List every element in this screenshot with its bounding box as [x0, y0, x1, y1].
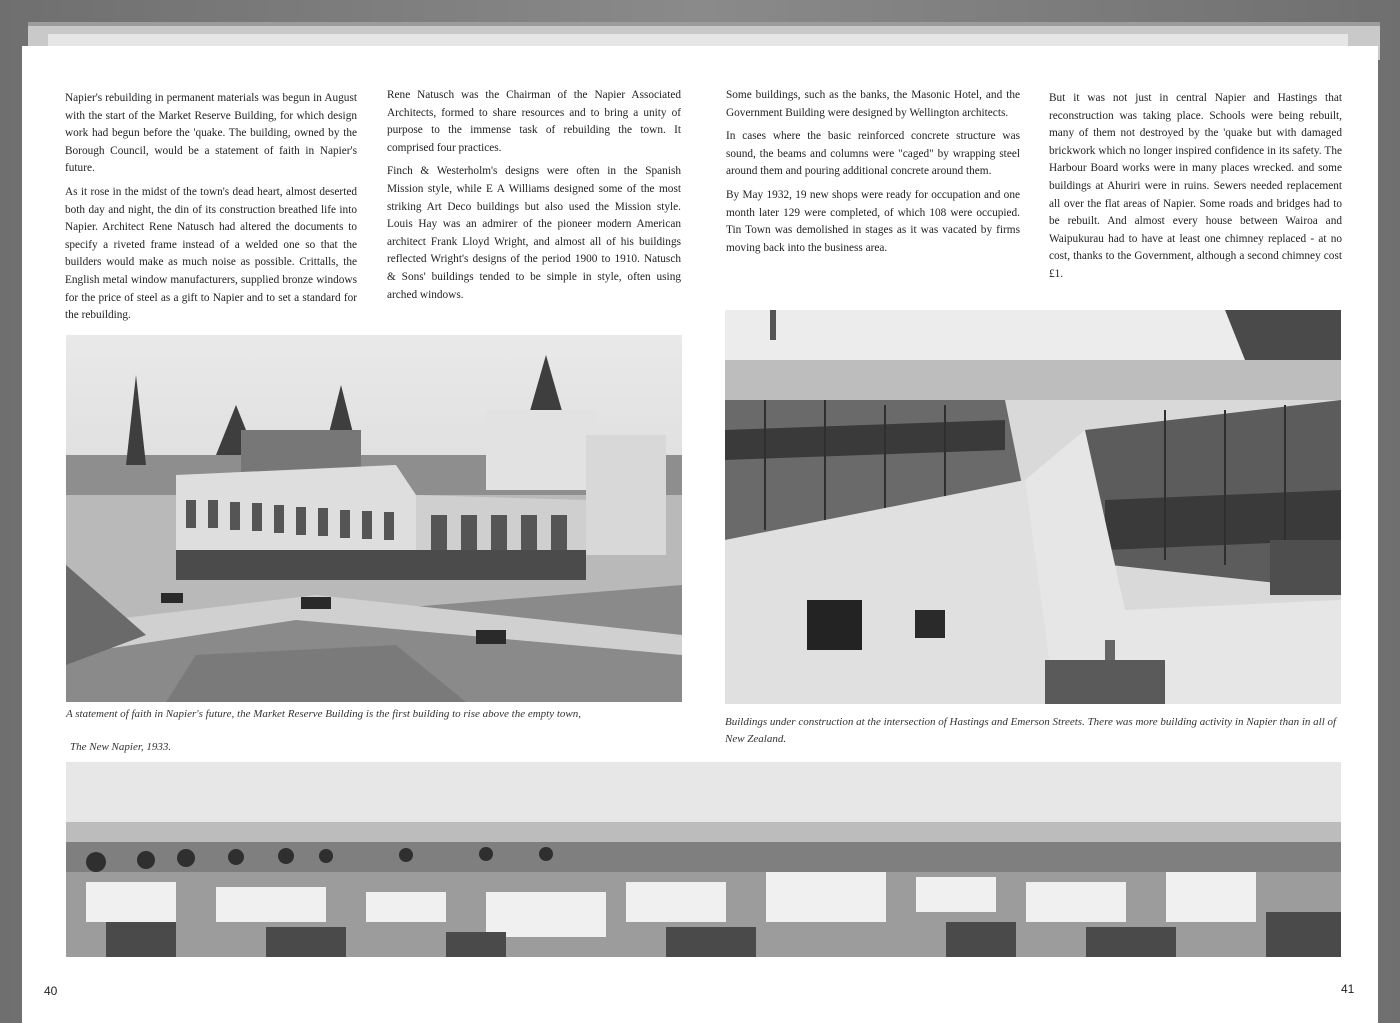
text-column-4 [1049, 90, 1342, 290]
caption-right: Buildings under construction at the intersection of Hastings and Emerson Streets. There was more building activity in Napier than in all of New Zealand. [725, 716, 1337, 745]
text-column-3 [726, 87, 1020, 263]
photo-napier-panorama [66, 762, 1341, 957]
paragraph: Finch & Westerholm's designs were often in the Spanish Mission style, while E A Williams designed some of the most striking Art Deco buildings but also used the Mission style. Louis Hay was an admirer of the pioneer modern American architect Frank Lloyd Wright, and almost all of his buildings reflected Wright's designs of the period 1900 to 1910. Natusch & Sons' buildings tended to be simple in style, often using arched windows. [387, 165, 681, 301]
photo-hastings-emerson-intersection [725, 310, 1341, 704]
paragraph: Some buildings, such as the banks, the Masonic Hotel, and the Government Building were designed by Wellington architects. [726, 89, 1020, 119]
book-spread [22, 46, 1378, 1023]
page-number-left: 40 [44, 984, 58, 998]
paragraph: In cases where the basic reinforced concrete structure was sound, the beams and columns were "caged" by wrapping steel around them and pouring additional concrete around them. [726, 130, 1020, 178]
caption-left-source: The New Napier, 1933. [70, 741, 172, 753]
paragraph: Rene Natusch was the Chairman of the Napier Associated Architects, formed to share resources and to bring a unity of purpose to the immense task of rebuilding the town. It comprised four practices. [387, 89, 681, 154]
paragraph: Napier's rebuilding in permanent materials was begun in August with the start of the Market Reserve Building, for which design work had begun before the 'quake. The building, owned by the Borough Council, would be a statement of faith in Napier's future. [65, 92, 357, 175]
paragraph: As it rose in the midst of the town's dead heart, almost deserted both day and night, the din of its construction breathed life into Napier. Architect Rene Natusch had altered the documents to specify a riveted frame instead of a welded one so that the builders would make as much noise as possible. Crittalls, the English metal window manufacturers, supplied bronze windows for the price of steel as a gift to Napier and to set a standard for the rebuilding. [65, 185, 357, 322]
text-column-1 [65, 90, 357, 331]
paragraph: By May 1932, 19 new shops were ready for occupation and one month later 129 were completed, of which 108 were occupied. Tin Town was demolished in stages as it was vacated by firms moving back into the business area. [726, 188, 1020, 254]
paragraph: But it was not just in central Napier and Hastings that reconstruction was taking place. Schools were being rebuilt, many of them not destroyed by the 'quake but with damaged brickwork which no longer inspired confidence in its safety. The Harbour Board works were in many places wrecked. and some buildings at Ahuriri were in ruins. Sewers needed replacement all over the flat areas of Napier. Some roads and bridges had to be rebuilt. And almost every house between Wairoa and Waipukurau had to have at least one chimney replaced - at no cost, thanks to the Government, although a second chimney cost £1. [1049, 92, 1342, 280]
page-number-right: 41 [1341, 982, 1355, 996]
text-column-2 [387, 87, 681, 310]
photo-market-reserve-building [66, 335, 682, 702]
caption-left: A statement of faith in Napier's future, the Market Reserve Building is the first building to rise above the empty town, [66, 708, 582, 720]
